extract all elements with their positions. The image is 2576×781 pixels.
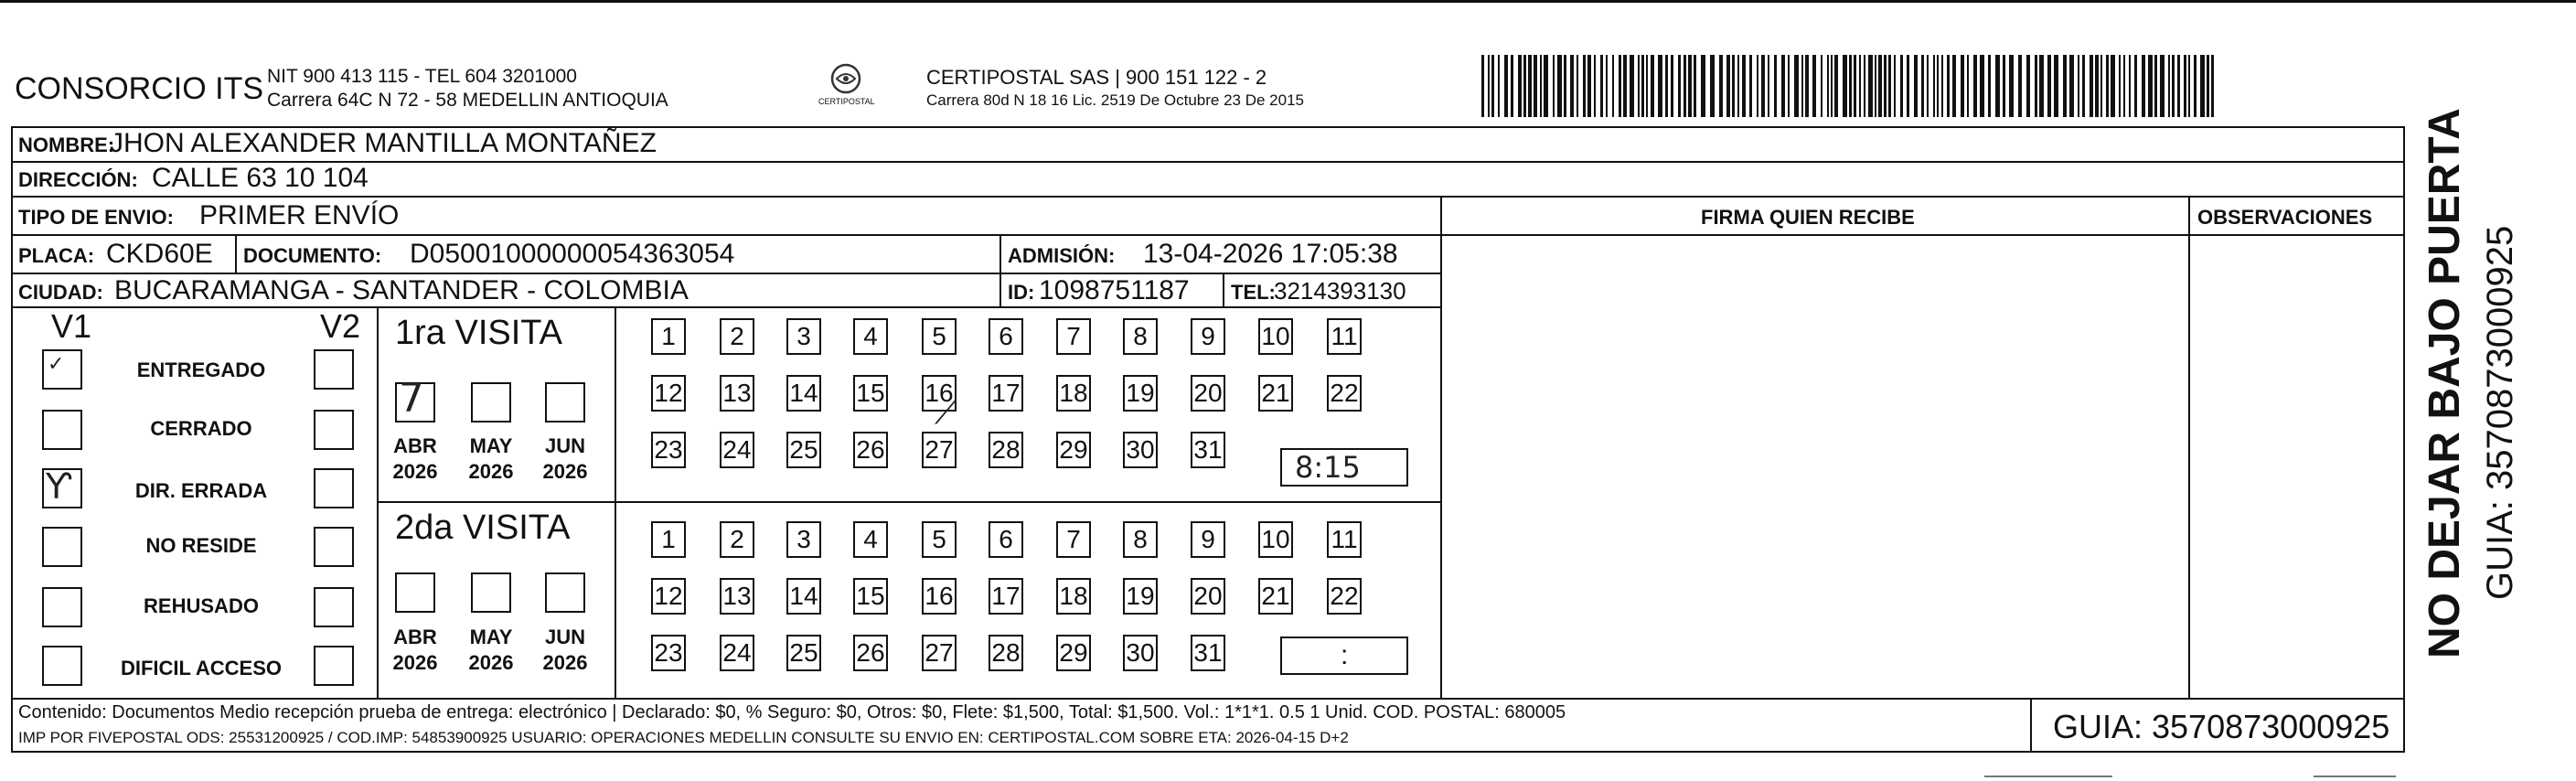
first-visit-day-14[interactable]: 14 [786,375,821,412]
second-visit-day-20[interactable]: 20 [1191,578,1225,615]
barcode-bar [1854,55,1856,117]
second-visit-day-31[interactable]: 31 [1191,635,1225,671]
handwritten-strike-16: ⟋ [935,395,957,432]
barcode-bar [2026,55,2030,117]
first-visit-day-26[interactable]: 26 [853,432,888,468]
second-visit-day-25[interactable]: 25 [786,635,821,671]
first-visit-day-24[interactable]: 24 [720,432,754,468]
barcode-bar [1768,55,1769,117]
first-visit-day-18[interactable]: 18 [1056,375,1091,412]
first-visit-day-17[interactable]: 17 [989,375,1023,412]
barcode-bar [2095,55,2099,117]
month-label: ABR [393,626,437,648]
first-visit-day-2[interactable]: 2 [720,318,754,355]
first-visit-day-31[interactable]: 31 [1191,432,1225,468]
barcode-bar [1859,55,1861,117]
barcode-bar [1801,55,1803,117]
barcode-bar [1788,55,1790,117]
first-visit-day-21[interactable]: 21 [1258,375,1293,412]
month-label: ABR [393,434,437,457]
barcode-bar [1967,55,1969,117]
time-separator: : [1341,640,1349,670]
direccion-value: CALLE 63 10 104 [152,163,369,193]
second-visit-day-6[interactable]: 6 [989,521,1023,558]
barcode-bar [1834,55,1838,117]
v1-checkbox-dificil-acceso[interactable] [42,646,82,686]
barcode-bar [1523,55,1526,117]
first-visit-day-30[interactable]: 30 [1123,432,1158,468]
second-visit-day-2[interactable]: 2 [720,521,754,558]
barcode-bar [1980,55,1984,117]
barcode-bar [2211,55,2214,117]
first-visit-day-13[interactable]: 13 [720,375,754,412]
barcode-bar [1941,55,1943,117]
second-visit-time-box[interactable] [1280,637,1408,675]
barcode-bar [2078,55,2079,117]
barcode-bar [1701,55,1705,117]
second-visit-title: 2da VISITA [395,508,571,547]
second-visit-day-10[interactable]: 10 [1258,521,1293,558]
barcode-bar [2039,55,2044,117]
first-visit-day-29[interactable]: 29 [1056,432,1091,468]
handwritten-mark-abr: 7 [399,375,424,422]
barcode-bar [2100,55,2102,117]
barcode-bar [2207,55,2209,117]
second-visit-day-3[interactable]: 3 [786,521,821,558]
barcode-bar [1570,55,1574,117]
barcode-bar [1827,55,1829,117]
month-checkbox-jun[interactable] [545,382,585,423]
id-label: ID: [1008,281,1035,304]
second-visit-day-16[interactable]: 16 [922,578,957,615]
barcode-bar [1694,55,1696,117]
barcode-bar [1671,55,1673,117]
logo-caption: CERTIPOSTAL [818,97,875,106]
first-visit-time-box[interactable] [1280,448,1408,487]
barcode-bar [1737,55,1739,117]
second-visit-day-17[interactable]: 17 [989,578,1023,615]
bottom-fragment [1984,776,2112,777]
footer-line-2: IMP POR FIVEPOSTAL ODS: 25531200925 / COD.IMP: 54853900925 USUARIO: OPERACIONES MEDELLIN CONSULTE SU ENVIO EN: CERTIPOSTAL.COM SOBRE ETA: 2026-04-15 D+2 [18,729,1349,746]
month-label: JUN [544,626,585,648]
barcode-bar [1888,55,1891,117]
status-option-label: DIR. ERRADA [134,479,268,502]
barcode-bar [1651,55,1654,117]
direccion-label: DIRECCIÓN: [18,168,138,191]
ciudad-value: BUCARAMANGA - SANTANDER - COLOMBIA [114,275,689,305]
first-visit-day-19[interactable]: 19 [1123,375,1158,412]
barcode-bar [2009,55,2014,117]
barcode-bar [2168,55,2170,117]
second-visit-day-4[interactable]: 4 [853,521,888,558]
barcode-bar [1757,55,1758,117]
second-visit-day-8[interactable]: 8 [1123,521,1158,558]
tipo-envio-value: PRIMER ENVÍO [199,200,400,230]
barcode-bar [2160,55,2164,117]
tel-label: TEL: [1231,281,1276,304]
first-visit-day-3[interactable]: 3 [786,318,821,355]
barcode-bar [1638,55,1640,117]
month-label: MAY [469,626,513,648]
second-visit-day-30[interactable]: 30 [1123,635,1158,671]
v2-checkbox-dir-errada[interactable] [314,468,354,508]
barcode-bar [1988,55,1991,117]
barcode-bar [2069,55,2074,117]
barcode-bar [1952,55,1956,117]
barcode-bar [1742,55,1746,117]
first-visit-day-20[interactable]: 20 [1191,375,1225,412]
barcode-bar [1794,55,1799,117]
v1-label: V1 [51,307,92,345]
barcode-bar [1864,55,1865,117]
v2-checkbox-dificil-acceso[interactable] [314,646,354,686]
barcode-bar [1812,55,1816,117]
barcode-bar [1849,55,1852,117]
year-label: 2026 [468,651,514,674]
barcode-bar [1821,55,1822,117]
barcode-bar [1511,55,1513,117]
documento-label: DOCUMENTO: [243,244,382,267]
v2-checkbox-entregado[interactable] [314,349,354,390]
barcode-bar [1749,55,1752,117]
barcode-bar [1564,55,1566,117]
barcode-bar [1710,55,1715,117]
barcode-bar [2119,55,2121,117]
month-label: JUN [544,434,585,457]
barcode-bar [2134,55,2137,117]
first-visit-title: 1ra VISITA [395,314,563,352]
barcode-bar [1831,55,1833,117]
v2-label: V2 [320,307,361,345]
barcode-bar [1612,55,1614,117]
barcode-bar [1665,55,1668,117]
barcode-bar [1781,55,1785,117]
id-value: 1098751187 [1039,275,1190,305]
second-visit-day-7[interactable]: 7 [1056,521,1091,558]
barcode-bar [1995,55,2000,117]
year-label: 2026 [468,460,514,483]
side-notice: NO DEJAR BAJO PUERTA [2421,108,2469,658]
certipostal-address: Carrera 80d N 18 16 Lic. 2519 De Octubre 23 De 2015 [926,91,1304,109]
barcode-bar [1544,55,1548,117]
barcode-bar [1583,55,1586,117]
second-visit-day-18[interactable]: 18 [1056,578,1091,615]
barcode-bar [2194,55,2197,117]
nombre-label: NOMBRE: [18,134,115,156]
second-visit-day-9[interactable]: 9 [1191,521,1225,558]
first-visit-day-12[interactable]: 12 [651,375,686,412]
barcode-bar [1900,55,1903,117]
barcode-bar [1678,55,1681,117]
v2-checkbox-cerrado[interactable] [314,410,354,450]
year-label: 2026 [392,651,438,674]
barcode-bar [1927,55,1929,117]
barcode-bar [1553,55,1555,117]
barcode-bar [2200,55,2205,117]
barcode-bar [1646,55,1648,117]
barcode-bar [2148,55,2153,117]
certipostal-logo [818,62,873,113]
second-visit-day-27[interactable]: 27 [922,635,957,671]
handwritten-check-entregado: ✓ [48,353,65,376]
barcode-bar [1594,55,1596,117]
barcode-bar [1683,55,1686,117]
ciudad-label: CIUDAD: [18,281,103,304]
barcode-bar [1805,55,1809,117]
barcode-bar [1761,55,1765,117]
second-visit-day-23[interactable]: 23 [651,635,686,671]
barcode-bar [1933,55,1935,117]
footer-line-1: Contenido: Documentos Medio recepción prueba de entrega: electrónico | Declarado: $0, % Seguro: $0, Otros: $0, Flete: $1,500, Total: $1,500. Vol.: 1*1*1. 0.5 1 Unid. COD. POSTAL: 680005 [18,702,1566,722]
status-option-label: NO RESIDE [145,534,257,557]
status-option-label: REHUSADO [144,594,259,617]
second-visit-day-5[interactable]: 5 [922,521,957,558]
barcode [1481,55,2220,117]
barcode-bar [2054,55,2058,117]
barcode-bar [1504,55,1508,117]
barcode-bar [2123,55,2125,117]
v1-checkbox-cerrado[interactable] [42,410,82,450]
first-visit-day-4[interactable]: 4 [853,318,888,355]
v1-checkbox-no-reside[interactable] [42,527,82,567]
first-visit-day-25[interactable]: 25 [786,432,821,468]
first-visit-day-7[interactable]: 7 [1056,318,1091,355]
tipo-envio-label: TIPO DE ENVIO: [18,206,174,229]
first-visit-day-27[interactable]: 27 [922,432,957,468]
barcode-bar [1774,55,1777,117]
certipostal-line: CERTIPOSTAL SAS | 900 151 122 - 2 [926,66,1267,89]
year-label: 2026 [392,460,438,483]
barcode-bar [1623,55,1627,117]
barcode-bar [2111,55,2115,117]
barcode-bar [2082,55,2085,117]
tel-value: 3214393130 [1274,277,1406,305]
second-visit-day-19[interactable]: 19 [1123,578,1158,615]
first-visit-day-16[interactable]: 16 [922,375,957,412]
barcode-bar [1726,55,1730,117]
v2-checkbox-rehusado[interactable] [314,587,354,627]
barcode-bar [1875,55,1876,117]
year-label: 2026 [542,651,588,674]
second-visit-day-26[interactable]: 26 [853,635,888,671]
barcode-bar [1868,55,1873,117]
placa-label: PLACA: [18,244,95,267]
year-label: 2026 [542,460,588,483]
barcode-bar [1619,55,1621,117]
barcode-bar [1907,55,1909,117]
barcode-bar [1884,55,1887,117]
barcode-bar [1894,55,1896,117]
second-visit-day-15[interactable]: 15 [853,578,888,615]
barcode-bar [1688,55,1692,117]
barcode-bar [1498,55,1500,117]
second-visit-day-11[interactable]: 11 [1327,521,1362,558]
status-option-label: ENTREGADO [136,358,266,381]
firma-label: FIRMA QUIEN RECIBE [1701,206,1915,229]
barcode-bar [1878,55,1882,117]
second-visit-day-21[interactable]: 21 [1258,578,1293,615]
side-guia: GUIA: 3570873000925 [2480,225,2520,600]
barcode-bar [1973,55,1977,117]
barcode-bar [1577,55,1578,117]
observaciones-label: OBSERVACIONES [2197,206,2373,229]
barcode-bar [1491,55,1494,117]
second-visit-day-14[interactable]: 14 [786,578,821,615]
first-visit-day-5[interactable]: 5 [922,318,957,355]
first-visit-day-11[interactable]: 11 [1327,318,1362,355]
barcode-bar [1658,55,1662,117]
status-option-label: DIFICIL ACCESO [120,657,282,679]
month-checkbox-may[interactable] [471,382,511,423]
second-visit-day-24[interactable]: 24 [720,635,754,671]
barcode-bar [1600,55,1603,117]
barcode-bar [2047,55,2051,117]
barcode-bar [1488,55,1490,117]
first-visit-day-15[interactable]: 15 [853,375,888,412]
first-visit-day-22[interactable]: 22 [1327,375,1362,412]
second-visit-day-13[interactable]: 13 [720,578,754,615]
month-checkbox-may[interactable] [471,572,511,613]
barcode-bar [1528,55,1532,117]
barcode-bar [2129,55,2131,117]
handwritten-time: 8:15 [1295,450,1361,485]
second-visit-day-22[interactable]: 22 [1327,578,1362,615]
first-visit-day-10[interactable]: 10 [1258,318,1293,355]
barcode-bar [1843,55,1847,117]
documento-value: D05001000000054363054 [410,239,735,269]
month-checkbox-abr[interactable] [395,572,435,613]
admision-value: 13-04-2026 17:05:38 [1143,239,1398,269]
barcode-bar [1961,55,1964,117]
barcode-bar [1641,55,1644,117]
nit-line: NIT 900 413 115 - TEL 604 3201000 [267,66,577,87]
barcode-bar [2063,55,2067,117]
barcode-bar [1587,55,1591,117]
barcode-bar [1914,55,1918,117]
admision-label: ADMISIÓN: [1008,244,1116,267]
second-visit-day-28[interactable]: 28 [989,635,1023,671]
barcode-bar [2142,55,2145,117]
handwritten-mark-dir-errada: Ƴ [46,466,72,507]
barcode-bar [1719,55,1723,117]
barcode-bar [2106,55,2109,117]
barcode-bar [1937,55,1939,117]
address-line: Carrera 64C N 72 - 58 MEDELLIN ANTIOQUIA [267,90,668,111]
second-visit-day-12[interactable]: 12 [651,578,686,615]
v2-checkbox-no-reside[interactable] [314,527,354,567]
nombre-value: JHON ALEXANDER MANTILLA MONTAÑEZ [110,128,657,158]
barcode-bar [1534,55,1537,117]
barcode-bar [2035,55,2037,117]
bottom-fragment [2314,776,2396,777]
v1-checkbox-rehusado[interactable] [42,587,82,627]
barcode-bar [1630,55,1634,117]
first-visit-day-8[interactable]: 8 [1123,318,1158,355]
top-edge [0,0,2576,3]
first-visit-day-1[interactable]: 1 [651,318,686,355]
footer-guia: GUIA: 3570873000925 [2053,708,2390,745]
status-option-label: CERRADO [150,417,252,440]
first-visit-day-6[interactable]: 6 [989,318,1023,355]
month-checkbox-jun[interactable] [545,572,585,613]
placa-value: CKD60E [106,239,213,269]
barcode-bar [2090,55,2093,117]
barcode-bar [1557,55,1562,117]
barcode-bar [1540,55,1542,117]
barcode-bar [1606,55,1608,117]
barcode-bar [2018,55,2022,117]
barcode-bar [2154,55,2157,117]
barcode-bar [1732,55,1735,117]
barcode-bar [1481,55,1484,117]
second-visit-day-1[interactable]: 1 [651,521,686,558]
barcode-bar [1921,55,1924,117]
first-visit-day-23[interactable]: 23 [651,432,686,468]
barcode-bar [2188,55,2190,117]
first-visit-day-28[interactable]: 28 [989,432,1023,468]
first-visit-day-9[interactable]: 9 [1191,318,1225,355]
barcode-bar [2184,55,2186,117]
barcode-bar [2003,55,2005,117]
barcode-bar [1947,55,1950,117]
barcode-bar [2177,55,2180,117]
company-name: CONSORCIO ITS [15,71,264,106]
month-label: MAY [469,434,513,457]
barcode-bar [1518,55,1522,117]
barcode-bar [2172,55,2175,117]
second-visit-day-29[interactable]: 29 [1056,635,1091,671]
